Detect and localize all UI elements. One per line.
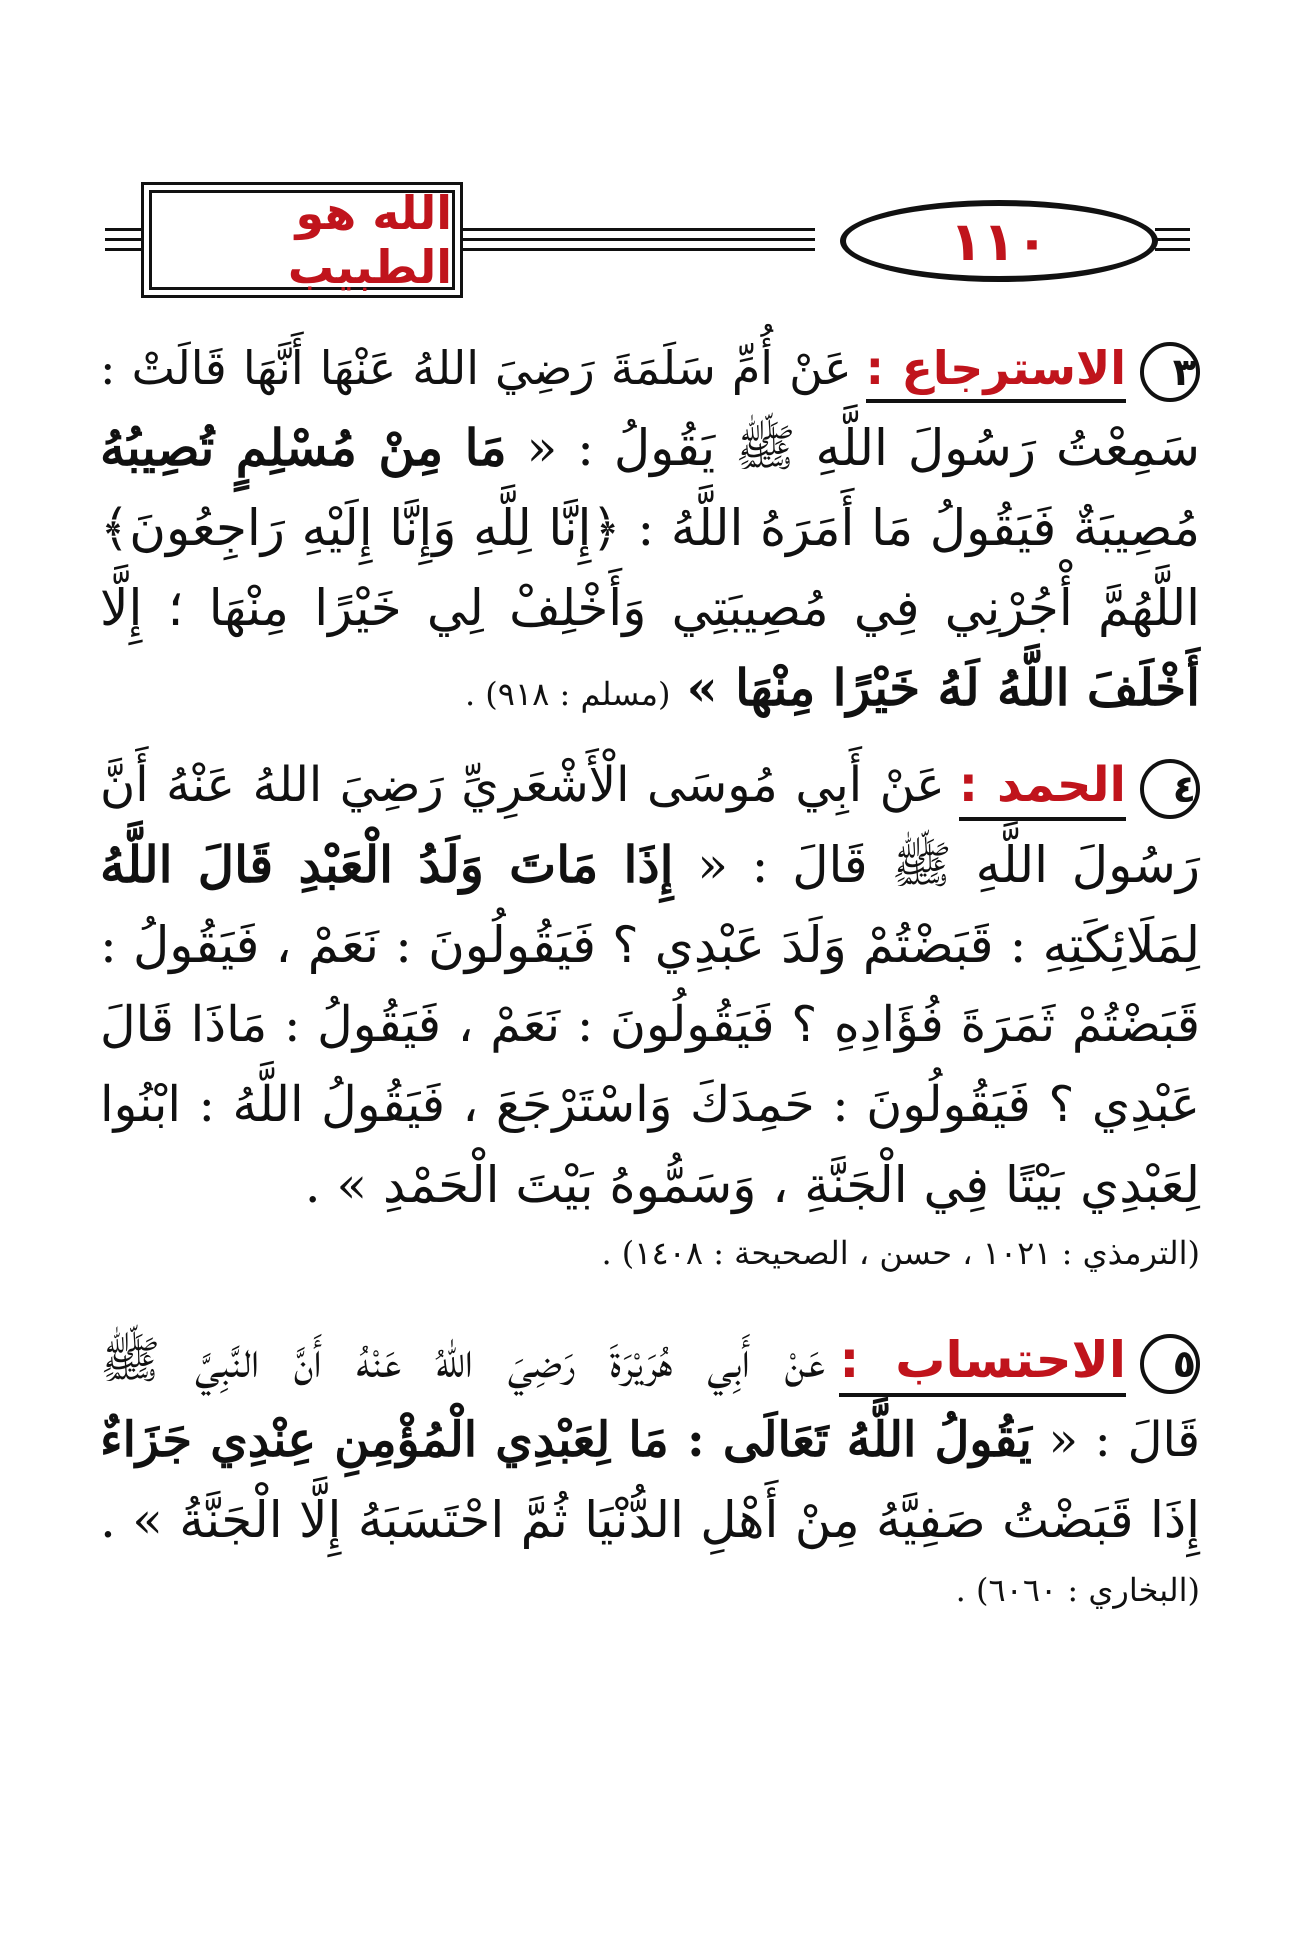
header-rule — [1155, 248, 1190, 251]
source-reference: (مسلم : ٩١٨) . — [464, 675, 671, 713]
section-keyword: الحمد : — [959, 757, 1126, 821]
header-rule — [105, 248, 149, 251]
header-rule — [455, 238, 815, 241]
section-3-line-2 — [100, 408, 1200, 488]
section-5-line-1 — [100, 1320, 1200, 1400]
header-rule — [105, 228, 149, 231]
section-4-line-1 — [100, 745, 1200, 825]
text-span: عَنْ أَبِي مُوسَى الْأَشْعَرِيِّ رَضِيَ اللهُ عَنْهُ أَنَّ — [100, 757, 945, 813]
hadith-text: يَقُولُ اللَّهُ تَعَالَى : مَا لِعَبْدِي الْمُؤْمِنِ عِنْدِي جَزَاءٌ — [100, 1412, 1032, 1468]
hadith-text: مَا مِنْ مُسْلِمٍ تُصِيبُهُ — [100, 418, 507, 477]
section-keyword: الاسترجاع : — [866, 341, 1126, 403]
section-4-line-6: لِعَبْدِي بَيْتًا فِي الْجَنَّةِ ، وَسَمُّوهُ بَيْتَ الْحَمْدِ » . — [304, 1156, 1200, 1214]
section-4-line-5: عَبْدِي ؟ فَيَقُولُونَ : حَمِدَكَ وَاسْتَرْجَعَ ، فَيَقُولُ اللَّهُ : ابْنُوا — [100, 1076, 1200, 1133]
section-number: ٤ — [1140, 759, 1200, 819]
text-span: عَنْ أُمِّ سَلَمَةَ رَضِيَ اللهُ عَنْهَا أَنَّهَا قَالَتْ : — [100, 341, 852, 395]
section-4-line-2 — [100, 825, 1200, 905]
header-rule — [1155, 228, 1190, 231]
hadith-text: أَخْلَفَ اللَّهُ لَهُ خَيْرًا مِنْهَا » — [686, 658, 1200, 717]
text-span: قَالَ : « — [1048, 1412, 1201, 1468]
section-3-line-5 — [100, 648, 1200, 728]
header-rule — [455, 248, 815, 251]
source-reference: (البخاري : ٦٠٦٠) . — [955, 1571, 1200, 1609]
text-span: رَسُولَ اللَّهِ ﷺ قَالَ : « — [697, 836, 1200, 894]
hadith-text: إِذَا مَاتَ وَلَدُ الْعَبْدِ قَالَ اللَّهُ — [100, 835, 674, 894]
section-5-line-2 — [100, 1400, 1200, 1480]
header-rule — [455, 228, 815, 231]
section-3-line-4: اللَّهُمَّ أْجُرْنِي فِي مُصِيبَتِي وَأَخْلِفْ لِي خَيْرًا مِنْهَا ؛ إِلَّا — [100, 579, 1200, 637]
section-3-line-3: مُصِيبَةٌ فَيَقُولُ مَا أَمَرَهُ اللَّهُ : ﴿إِنَّا لِلَّهِ وَإِنَّا إِلَيْهِ رَاجِعُونَ﴾ — [100, 499, 1200, 557]
chapter-title: الله هو الطبيب — [149, 190, 455, 290]
header-rule — [1155, 238, 1190, 241]
section-5-line-3: إِذَا قَبَضْتُ صَفِيَّهُ مِنْ أَهْلِ الدُّنْيَا ثُمَّ احْتَسَبَهُ إِلَّا الْجَنَّةُ » . — [100, 1491, 1200, 1549]
section-keyword: الاحتساب : — [839, 1331, 1126, 1397]
header-rule — [105, 238, 149, 241]
page-number: ١١٠ — [840, 200, 1158, 282]
section-number: ٥ — [1140, 1334, 1200, 1394]
source-reference: (الترمذي : ١٠٢١ ، حسن ، الصحيحة : ١٤٠٨) . — [601, 1234, 1200, 1272]
text-span: سَمِعْتُ رَسُولَ اللَّهِ ﷺ يَقُولُ : « — [526, 419, 1200, 477]
page-header — [105, 186, 1190, 300]
section-4-line-4: قَبَضْتُمْ ثَمَرَةَ فُؤَادِهِ ؟ فَيَقُولُونَ : نَعَمْ ، فَيَقُولُ : مَاذَا قَالَ — [100, 996, 1200, 1053]
text-span: عَنْ أَبِي هُرَيْرَةَ رَضِيَ اللهُ عَنْهُ أَنَّ النَّبِيَّ ﷺ — [100, 1331, 826, 1389]
section-3-line-1 — [100, 328, 1200, 408]
section-4-line-3: لِمَلَائِكَتِهِ : قَبَضْتُمْ وَلَدَ عَبْدِي ؟ فَيَقُولُونَ : نَعَمْ ، فَيَقُولُ : — [100, 916, 1200, 974]
section-number: ٣ — [1140, 342, 1200, 402]
